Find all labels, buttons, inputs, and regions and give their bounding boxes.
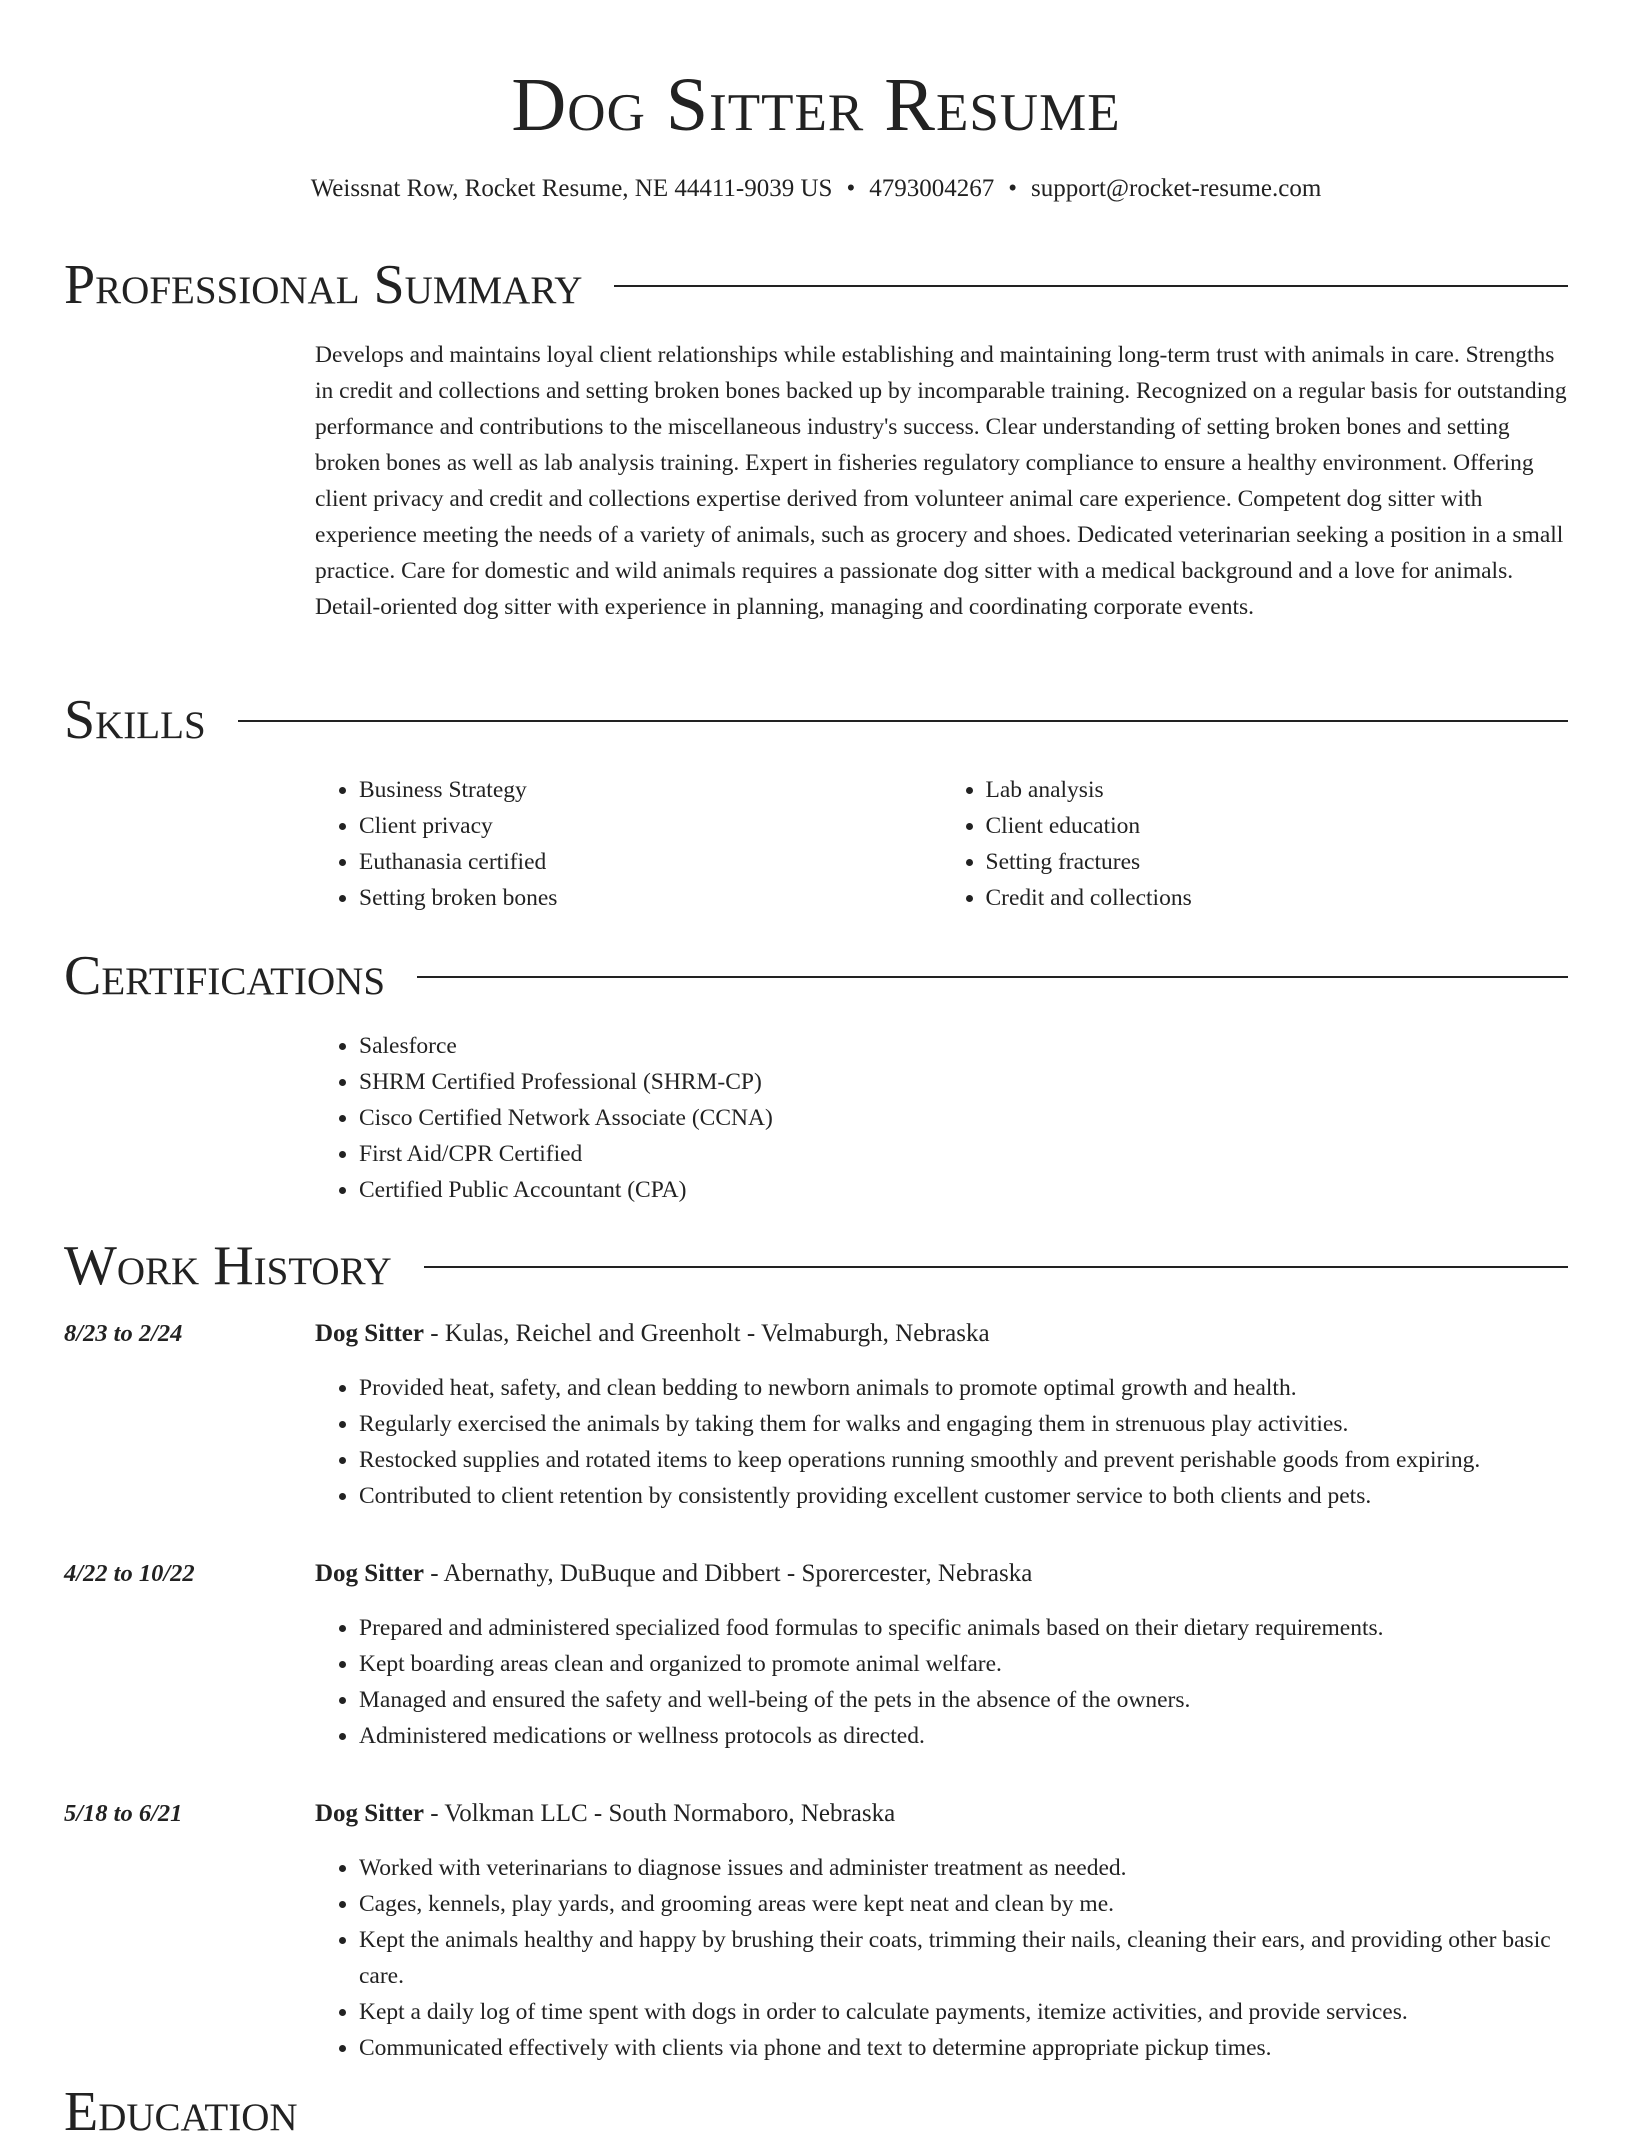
job-heading: [315, 1556, 1568, 1592]
certifications-section: [64, 944, 1568, 1208]
job-bullet: • Contributed to client retention by consistently providing excellent customer service to both clients and pets.: [359, 1478, 1568, 1514]
certifications-list: [315, 1028, 1568, 1208]
job-bullets: [315, 1850, 1568, 2066]
job-bullet: • Kept the animals healthy and happy by brushing their coats, trimming their nails, cleaning their ears, and providing other basic care.: [359, 1922, 1568, 1994]
job-bullet: • Provided heat, safety, and clean bedding to newborn animals to promote optimal growth and health.: [359, 1370, 1568, 1406]
section-divider: [424, 1266, 1568, 1268]
skills-grid: [315, 772, 1568, 916]
skills-body: [315, 772, 1568, 916]
education-section: [64, 2080, 1568, 2144]
job-detail: [315, 1556, 1568, 1754]
job-title: Dog Sitter: [315, 1560, 424, 1587]
contact-address: Weissnat Row, Rocket Resume, NE 44411-9039 US: [310, 175, 833, 202]
job-dates: 5/18 to 6/21: [64, 1800, 183, 1827]
job-bullets: [315, 1610, 1568, 1754]
job-company: - Volkman LLC - South Normaboro, Nebraska: [424, 1800, 896, 1827]
section-divider: [238, 720, 1568, 722]
skill-item: • Client privacy: [359, 808, 942, 844]
job-detail: [315, 1796, 1568, 2066]
certification-item: • Salesforce: [359, 1028, 1568, 1064]
section-title: Certifications: [64, 945, 386, 1007]
job-bullets: [315, 1370, 1568, 1514]
skills-header: [64, 688, 1568, 752]
job-bullet: • Communicated effectively with clients via phone and text to determine appropriate pickup times.: [359, 2030, 1568, 2066]
job-title: Dog Sitter: [315, 1800, 424, 1827]
contact-separator: •: [846, 175, 856, 202]
skill-item: • Setting fractures: [986, 844, 1569, 880]
certifications-header: [64, 944, 1568, 1008]
work-history-header: [64, 1234, 1568, 1298]
resume-title: Dog Sitter Resume: [511, 63, 1121, 147]
job-dates: 4/22 to 10/22: [64, 1560, 195, 1587]
job-bullet: • Administered medications or wellness protocols as directed.: [359, 1718, 1568, 1754]
job-entry: [64, 1556, 1568, 1754]
job-entry: [64, 1796, 1568, 2066]
contact-email: support@rocket-resume.com: [1031, 175, 1322, 202]
job-bullet: • Managed and ensured the safety and well-being of the pets in the absence of the owners.: [359, 1682, 1568, 1718]
job-heading: [315, 1316, 1568, 1352]
section-title: Professional Summary: [64, 254, 583, 316]
skills-section: [64, 688, 1568, 916]
job-bullet: • Kept a daily log of time spent with dogs in order to calculate payments, itemize activities, and provide services.: [359, 1994, 1568, 2030]
certification-item: • Certified Public Accountant (CPA): [359, 1172, 1568, 1208]
work-history-section: [64, 1234, 1568, 2066]
section-title: Work History: [64, 1235, 392, 1297]
certification-item: • SHRM Certified Professional (SHRM-CP): [359, 1064, 1568, 1100]
job-bullet: • Worked with veterinarians to diagnose issues and administer treatment as needed.: [359, 1850, 1568, 1886]
section-title: Education: [64, 2081, 298, 2143]
skill-item: • Client education: [986, 808, 1569, 844]
job-bullet: • Kept boarding areas clean and organized to promote animal welfare.: [359, 1646, 1568, 1682]
skill-item: • Credit and collections: [986, 880, 1569, 916]
job-bullet: • Regularly exercised the animals by taking them for walks and engaging them in strenuous play activities.: [359, 1406, 1568, 1442]
job-heading: [315, 1796, 1568, 1832]
summary-body: [315, 337, 1568, 625]
job-entry: [64, 1316, 1568, 1514]
job-dates: 8/23 to 2/24: [64, 1320, 183, 1347]
job-detail: [315, 1316, 1568, 1514]
job-bullet: • Restocked supplies and rotated items to keep operations running smoothly and prevent perishable goods from expiring.: [359, 1442, 1568, 1478]
job-company: - Abernathy, DuBuque and Dibbert - Sporercester, Nebraska: [424, 1560, 1033, 1587]
certification-item: • First Aid/CPR Certified: [359, 1136, 1568, 1172]
skill-item: • Business Strategy: [359, 772, 942, 808]
summary-text: Develops and maintains loyal client relationships while establishing and maintaining long-term trust with animals in care. Strengths in credit and collections and setting broken bones backed up by incomparable training. Recognized on a regular basis for outstanding performance and contributions to the miscellaneous industry's success. Clear understanding of setting broken bones and setting broken bones as well as lab analysis training. Expert in fisheries regulatory compliance to ensure a healthy environment. Offering client privacy and credit and collections expertise derived from volunteer animal care experience. Competent dog sitter with experience meeting the needs of a variety of animals, such as grocery and shoes. Dedicated veterinarian seeking a position in a small practice. Care for domestic and wild animals requires a passionate dog sitter with a medical background and a love for animals. Detail-oriented dog sitter with experience in planning, managing and coordinating corporate events.: [315, 342, 1567, 620]
section-title: Skills: [64, 689, 206, 751]
job-company: - Kulas, Reichel and Greenholt - Velmaburgh, Nebraska: [424, 1320, 990, 1347]
certification-item: • Cisco Certified Network Associate (CCNA): [359, 1100, 1568, 1136]
job-bullet: • Cages, kennels, play yards, and grooming areas were kept neat and clean by me.: [359, 1886, 1568, 1922]
job-title: Dog Sitter: [315, 1320, 424, 1347]
skill-item: • Lab analysis: [986, 772, 1569, 808]
skill-item: • Euthanasia certified: [359, 844, 942, 880]
section-divider: [417, 976, 1568, 978]
skills-list-left: [315, 772, 942, 916]
contact-line: [64, 174, 1568, 204]
certifications-body: [315, 1028, 1568, 1208]
job-bullet: • Prepared and administered specialized food formulas to specific animals based on their dietary requirements.: [359, 1610, 1568, 1646]
section-divider: [614, 285, 1568, 287]
education-header: [64, 2080, 1568, 2144]
skills-list-right: [942, 772, 1569, 916]
summary-header: [64, 253, 1568, 317]
resume-page: [64, 0, 1568, 2143]
contact-phone: 4793004267: [869, 175, 995, 202]
skill-item: • Setting broken bones: [359, 880, 942, 916]
contact-separator: •: [1008, 175, 1017, 202]
summary-section: [64, 253, 1568, 625]
